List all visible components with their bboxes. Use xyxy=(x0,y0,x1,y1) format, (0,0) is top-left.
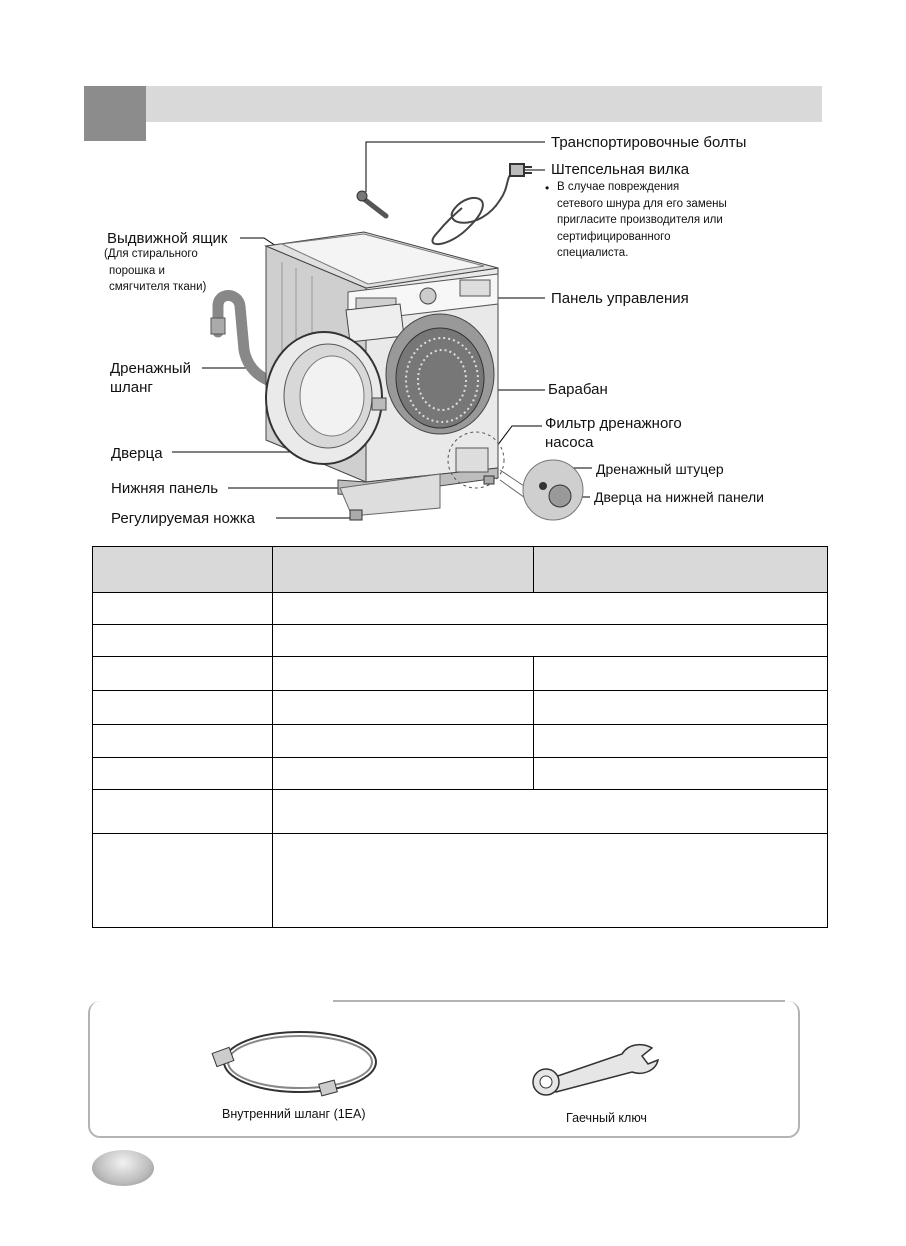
page-number-badge xyxy=(92,1150,154,1186)
table-row xyxy=(93,625,828,657)
label-control-panel: Панель управления xyxy=(551,290,689,307)
spanner-icon xyxy=(526,1036,660,1096)
label-door: Дверца xyxy=(111,445,163,462)
table-cell xyxy=(534,725,828,758)
table-cell xyxy=(93,625,273,657)
label-drain-plug: Дренажный штуцер xyxy=(596,461,724,477)
label-lower-panel: Нижняя панель xyxy=(111,480,219,497)
lower-panel-inset xyxy=(500,460,583,520)
table-row xyxy=(93,758,828,790)
label-adjustable-foot: Регулируемая ножка xyxy=(111,510,255,527)
table-cell xyxy=(93,725,273,758)
table-header-row xyxy=(93,547,828,593)
table-cell xyxy=(272,790,827,834)
table-header-cell xyxy=(272,547,534,593)
table-cell xyxy=(93,657,273,691)
plug-note-line: В случае повреждения xyxy=(557,181,680,193)
caption-spanner: Гаечный ключ xyxy=(566,1111,647,1125)
table-cell xyxy=(272,834,827,928)
label-pump-filter xyxy=(545,414,682,452)
table-cell xyxy=(272,691,534,725)
table-header-cell xyxy=(534,547,828,593)
accessories-box xyxy=(88,1001,800,1138)
specification-table xyxy=(92,546,828,928)
table-cell xyxy=(93,593,273,625)
drawer-note-line: (Для стирального xyxy=(104,248,198,260)
label-pump-filter-line: насоса xyxy=(545,434,594,451)
plug-note-line: сетевого шнура для его замены xyxy=(557,197,727,210)
table-row xyxy=(93,657,828,691)
table-row xyxy=(93,593,828,625)
label-drawer: Выдвижной ящик xyxy=(107,230,228,247)
transport-bolt-icon xyxy=(357,191,386,216)
table-cell xyxy=(272,593,827,625)
table-cell xyxy=(272,625,827,657)
plug-note-line: специалиста. xyxy=(557,247,629,259)
label-power-plug: Штепсельная вилка xyxy=(551,161,690,178)
table-cell xyxy=(534,657,828,691)
table-cell xyxy=(272,725,534,758)
caption-inlet-hose: Внутренний шланг (1EA) xyxy=(222,1107,366,1121)
plug-note-line: сертифицированного xyxy=(557,230,671,243)
accessories-box-top-line xyxy=(333,1000,785,1002)
label-drain-hose xyxy=(110,359,191,397)
drawer-note-line: смягчителя ткани) xyxy=(109,281,207,293)
table-cell xyxy=(93,758,273,790)
table-cell xyxy=(272,758,534,790)
drawer-note-line: порошка и xyxy=(109,264,165,277)
drawer-note xyxy=(104,246,206,296)
table-cell xyxy=(93,834,273,928)
table-header-cell xyxy=(93,547,273,593)
plug-note-line: пригласите производителя или xyxy=(557,214,723,226)
table-row xyxy=(93,790,828,834)
drum-icon xyxy=(386,314,494,434)
plug-note xyxy=(557,179,727,262)
table-cell xyxy=(534,691,828,725)
label-pump-filter-line: Фильтр дренажного xyxy=(545,415,682,432)
detergent-drawer xyxy=(346,304,404,342)
table-row xyxy=(93,725,828,758)
table-row xyxy=(93,691,828,725)
label-transport-bolts: Транспортировочные болты xyxy=(551,134,747,151)
bullet-icon: • xyxy=(545,181,550,195)
table-cell xyxy=(93,790,273,834)
table-cell xyxy=(272,657,534,691)
power-plug-icon xyxy=(432,164,532,244)
inlet-hose-icon xyxy=(200,1022,390,1102)
label-drum: Барабан xyxy=(548,381,608,398)
table-cell xyxy=(534,758,828,790)
label-lower-panel-door: Дверца на нижней панели xyxy=(594,489,764,505)
label-drain-hose-line: Дренажный xyxy=(110,360,191,377)
label-drain-hose-line: шланг xyxy=(110,379,153,396)
table-cell xyxy=(93,691,273,725)
table-row xyxy=(93,834,828,928)
